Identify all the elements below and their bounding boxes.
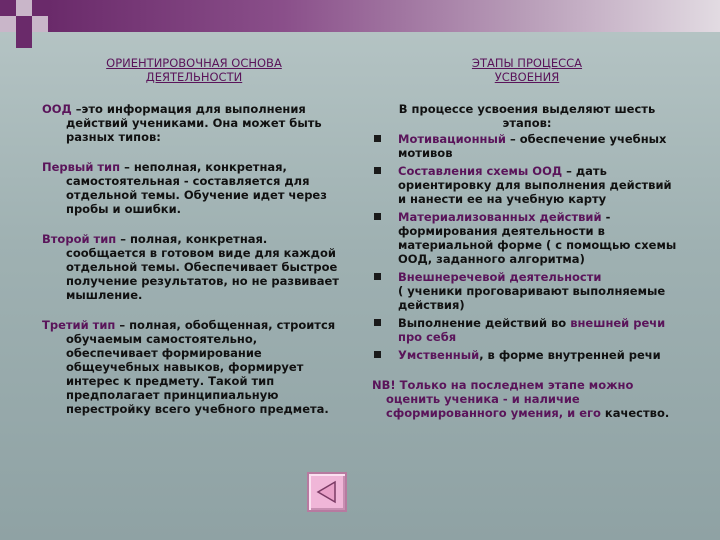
square-bullet-icon (374, 135, 381, 142)
decor-square (16, 16, 32, 32)
square-bullet-icon (374, 213, 381, 220)
decor-square (32, 16, 48, 32)
triangle-left-icon (315, 480, 339, 504)
nb-note: NB! Только на последнем этапе можно оценить ученика - и наличие сформированного умения, и его качество. (372, 378, 670, 420)
stage-item: Составления схемы ООД – дать ориентировку для выполнения действий и нанести ее на учебную карту (372, 164, 682, 206)
decor-square (16, 32, 32, 48)
square-bullet-icon (374, 167, 381, 174)
type-2-description: Второй тип – полная, конкретная. сообщается в готовом виде для каждой отдельной темы. Обеспечивает быстрое получение результатов, но не развивает мышление. (42, 232, 339, 302)
ood-definition: ООД –это информация для выполнения действий учениками. Она может быть разных типов: (42, 102, 322, 144)
top-decoration (0, 0, 720, 44)
stage-item: Материализованных действий - формирования деятельности в материальной форме ( с помощью схемы ООД, заданного алгоритма) (372, 210, 682, 266)
top-gradient-bar (48, 0, 720, 32)
square-bullet-icon (374, 351, 381, 358)
left-column (42, 56, 346, 432)
stage-item: Мотивационный – обеспечение учебных мотивов (372, 132, 682, 160)
square-bullet-icon (374, 273, 381, 280)
left-heading: ОРИЕНТИРОВОЧНАЯ ОСНОВА ДЕЯТЕЛЬНОСТИ (106, 56, 282, 84)
type-1-description: Первый тип – неполная, конкретная, самостоятельная - составляется для отдельной темы. Обучение идет через пробы и ошибки. (42, 160, 327, 216)
stage-item: Умственный, в форме внутренней речи (372, 348, 682, 362)
decor-square (32, 0, 48, 16)
right-heading: ЭТАПЫ ПРОЦЕССА УСВОЕНИЯ (471, 56, 583, 84)
stage-item: Выполнение действий во внешней речи про себя (372, 316, 682, 344)
previous-slide-button[interactable] (307, 472, 347, 512)
stage-item: Внешнеречевой деятельности ( ученики проговаривают выполняемые действия) (372, 270, 682, 312)
square-bullet-icon (374, 319, 381, 326)
stages-list (372, 132, 682, 362)
stages-intro: В процессе усвоения выделяют шесть этапов: (398, 102, 656, 130)
decor-square (16, 0, 32, 16)
decor-square (0, 16, 16, 32)
right-column (372, 56, 682, 432)
decor-square (0, 0, 16, 16)
type-3-description: Третий тип – полная, обобщенная, строится обучаемым самостоятельно, обеспечивает формирование общеучебных навыков, формирует интерес к предмету. Такой тип предполагает принципиальную перестройку всего учебного предмета. (42, 318, 336, 416)
